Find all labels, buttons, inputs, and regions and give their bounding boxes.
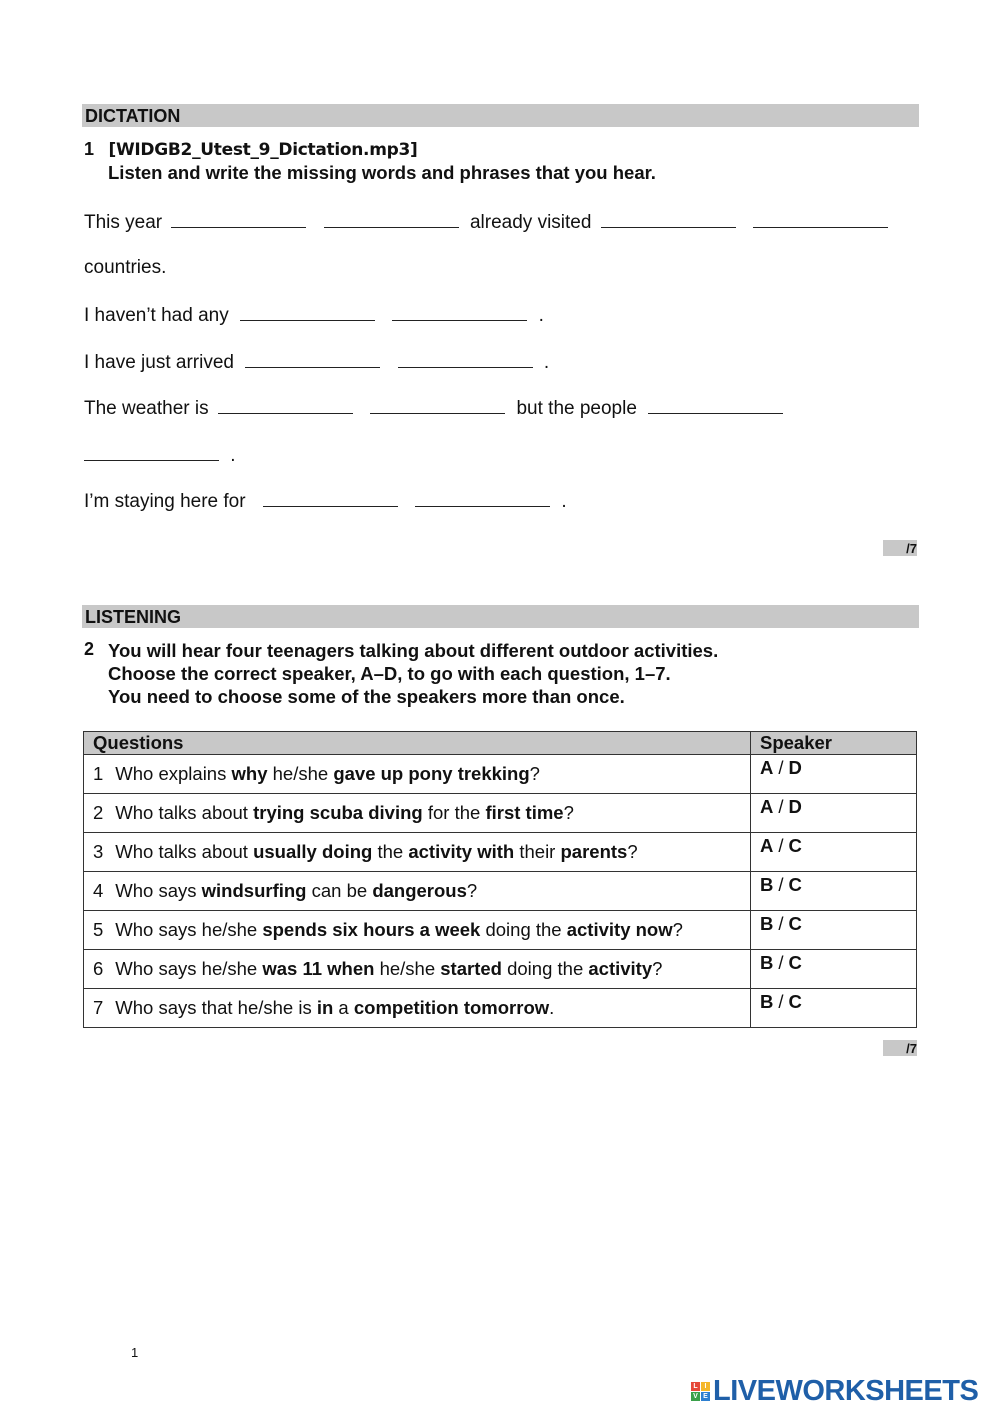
blank-7[interactable] <box>245 350 380 368</box>
question-text: was 11 when <box>262 958 375 979</box>
speaker-option-a[interactable]: B <box>760 913 774 934</box>
speaker-option-b[interactable]: D <box>788 796 802 817</box>
blank-1[interactable] <box>171 210 306 228</box>
logo-text: LIVEWORKSHEETS <box>713 1374 979 1407</box>
question-text: . <box>549 997 555 1018</box>
question-text: competition tomorrow <box>353 997 550 1018</box>
blank-6[interactable] <box>392 303 527 321</box>
question-text: can be <box>306 880 373 901</box>
speaker-cell[interactable] <box>751 794 917 833</box>
speaker-separator: / <box>778 796 784 817</box>
listening-header: LISTENING <box>82 605 919 628</box>
period: . <box>543 352 550 373</box>
speaker-separator: / <box>778 991 784 1012</box>
blank-8[interactable] <box>398 350 533 368</box>
speaker-option-a[interactable]: A <box>760 835 774 856</box>
question-cell <box>84 794 751 833</box>
question-text: a <box>333 997 354 1018</box>
speaker-option-b[interactable]: D <box>788 757 802 778</box>
col-questions: Questions <box>84 732 751 755</box>
dictation-line-2 <box>84 257 166 279</box>
speaker-option-b[interactable]: C <box>788 913 802 934</box>
speaker-cell[interactable] <box>751 911 917 950</box>
question-text: Who says that he/she is <box>115 997 317 1018</box>
col-speaker: Speaker <box>751 732 917 755</box>
dictation-line-1 <box>84 210 894 234</box>
period: . <box>230 445 236 466</box>
speaker-option-a[interactable]: B <box>760 952 774 973</box>
question-text: activity now <box>566 919 673 940</box>
dictation-line-6 <box>84 443 236 467</box>
speaker-cell[interactable] <box>751 872 917 911</box>
question-number: 3 <box>93 841 104 862</box>
text: This year <box>84 212 163 233</box>
question-text: trying scuba diving <box>253 802 423 823</box>
question-text: he/she <box>374 958 441 979</box>
blank-13[interactable] <box>263 489 398 507</box>
speaker-option-a[interactable]: A <box>760 757 774 778</box>
table-row <box>84 755 917 794</box>
question-text: ? <box>652 958 663 979</box>
text: I haven’t had any <box>84 305 229 326</box>
question-text: activity with <box>408 841 515 862</box>
question-cell <box>84 989 751 1028</box>
question-text: dangerous <box>372 880 467 901</box>
question-number: 6 <box>93 958 104 979</box>
question-text: spends six hours a week <box>262 919 481 940</box>
question-number: 1 <box>93 763 104 784</box>
listening-instructions <box>84 639 718 708</box>
question-cell <box>84 833 751 872</box>
text: already visited <box>469 212 592 233</box>
question-text: ? <box>529 763 540 784</box>
dictation-line-7 <box>84 489 567 513</box>
blank-4[interactable] <box>753 210 888 228</box>
question-text: started <box>440 958 502 979</box>
question-text: first time <box>485 802 564 823</box>
liveworksheets-logo <box>691 1374 978 1408</box>
question-number: 2 <box>84 639 95 659</box>
page-number: 1 <box>131 1345 139 1360</box>
question-text: Who says <box>115 880 202 901</box>
speaker-cell[interactable] <box>751 833 917 872</box>
table-row <box>84 794 917 833</box>
logo-letter: V <box>691 1392 700 1401</box>
question-text: windsurfing <box>201 880 307 901</box>
logo-letter: E <box>701 1392 710 1401</box>
question-text: doing the <box>480 919 567 940</box>
question-text: he/she <box>267 763 334 784</box>
period: . <box>538 305 544 326</box>
blank-2[interactable] <box>324 210 459 228</box>
table-row <box>84 833 917 872</box>
speaker-separator: / <box>778 913 784 934</box>
question-text: ? <box>563 802 574 823</box>
speaker-cell[interactable] <box>751 989 917 1028</box>
speaker-cell[interactable] <box>751 950 917 989</box>
blank-10[interactable] <box>370 396 505 414</box>
logo-icon <box>691 1382 710 1401</box>
question-number: 7 <box>93 997 104 1018</box>
table-row <box>84 989 917 1028</box>
question-text: gave up pony trekking <box>333 763 530 784</box>
question-cell <box>84 755 751 794</box>
question-number: 2 <box>93 802 104 823</box>
dictation-line-5 <box>84 396 789 420</box>
question-number: 4 <box>93 880 104 901</box>
question-text: in <box>316 997 334 1018</box>
dictation-instruction: Listen and write the missing words and phrases that you hear. <box>108 162 656 183</box>
dictation-score: /7 <box>883 540 917 556</box>
blank-3[interactable] <box>601 210 736 228</box>
period: . <box>561 491 567 512</box>
speaker-option-a[interactable]: B <box>760 874 774 895</box>
speaker-separator: / <box>778 757 784 778</box>
question-text: ? <box>466 880 478 901</box>
text: I’m staying here for <box>84 491 246 512</box>
speaker-cell[interactable] <box>751 755 917 794</box>
text: countries. <box>84 257 167 278</box>
speaker-option-b[interactable]: C <box>788 991 802 1012</box>
dictation-instructions <box>84 139 656 184</box>
question-cell <box>84 950 751 989</box>
instruction-line-3: You need to choose some of the speakers more than once. <box>108 686 625 707</box>
blank-11[interactable] <box>648 396 783 414</box>
speaker-option-b[interactable]: C <box>788 835 802 856</box>
text: I have just arrived <box>84 352 234 373</box>
speaker-option-b[interactable]: C <box>788 952 802 973</box>
speaker-option-a[interactable]: A <box>760 796 774 817</box>
text: but the people <box>516 398 637 419</box>
table-row <box>84 911 917 950</box>
question-text: the <box>372 841 409 862</box>
question-text: parents <box>560 841 628 862</box>
speaker-separator: / <box>778 952 784 973</box>
questions-table <box>83 731 917 1028</box>
question-text: Who explains <box>115 763 232 784</box>
question-text: their <box>514 841 561 862</box>
blank-12[interactable] <box>84 443 219 461</box>
question-text: Who talks about <box>115 802 254 823</box>
question-text: usually doing <box>253 841 373 862</box>
table-row <box>84 950 917 989</box>
question-number: 5 <box>93 919 104 940</box>
question-number: 1 <box>84 139 95 159</box>
text: The weather is <box>84 398 209 419</box>
listening-score: /7 <box>883 1040 917 1056</box>
question-text: Who talks about <box>115 841 254 862</box>
question-text: ? <box>672 919 683 940</box>
logo-letter: I <box>701 1382 710 1391</box>
blank-14[interactable] <box>415 489 550 507</box>
question-text: Who says he/she <box>115 919 263 940</box>
logo-letter: L <box>691 1382 700 1391</box>
speaker-option-b[interactable]: C <box>788 874 802 895</box>
speaker-separator: / <box>778 874 784 895</box>
question-text: for the <box>422 802 486 823</box>
question-cell <box>84 911 751 950</box>
table-row <box>84 872 917 911</box>
instruction-line-2: Choose the correct speaker, A–D, to go with each question, 1–7. <box>108 663 671 684</box>
speaker-separator: / <box>778 835 784 856</box>
audio-file-label[interactable]: [WIDGB2_Utest_9_Dictation.mp3] <box>108 140 418 160</box>
question-text: activity <box>588 958 653 979</box>
dictation-line-4 <box>84 350 549 374</box>
blank-9[interactable] <box>218 396 353 414</box>
question-text: why <box>231 763 268 784</box>
question-cell <box>84 872 751 911</box>
instruction-line-1: You will hear four teenagers talking about different outdoor activities. <box>108 640 719 661</box>
question-text: Who says he/she <box>115 958 263 979</box>
dictation-header: DICTATION <box>82 104 919 127</box>
speaker-option-a[interactable]: B <box>760 991 774 1012</box>
question-text: ? <box>627 841 638 862</box>
blank-5[interactable] <box>240 303 375 321</box>
question-text: doing the <box>501 958 589 979</box>
dictation-line-3 <box>84 303 544 327</box>
